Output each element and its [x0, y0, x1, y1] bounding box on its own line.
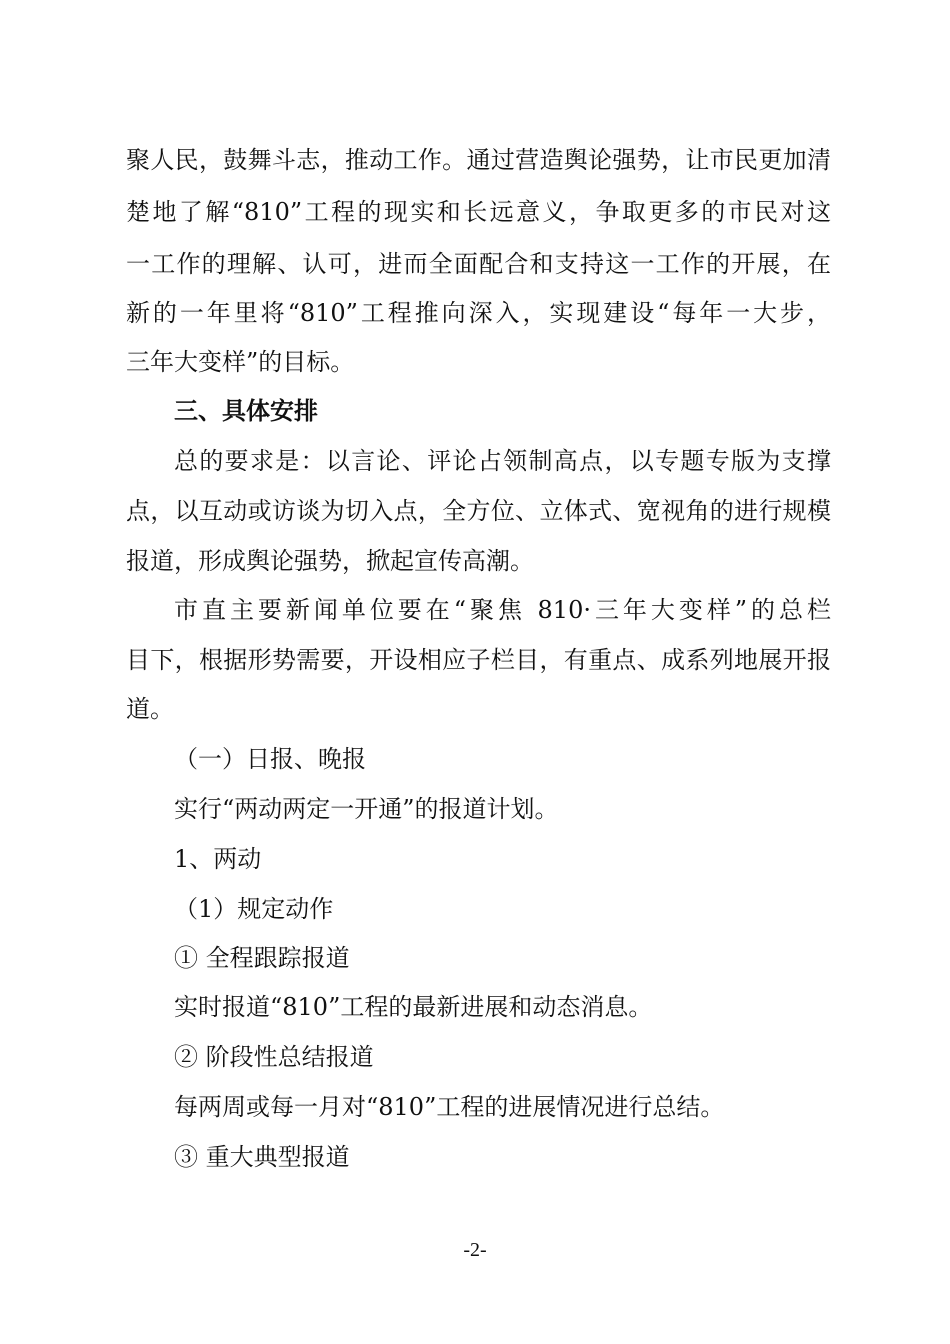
paragraph-line: 报道，形成舆论强势，掀起宣传高潮。 — [126, 547, 534, 575]
list-item-heading: ① 全程跟踪报道 — [174, 944, 350, 972]
paragraph-line: 目下，根据形势需要，开设相应子栏目，有重点、成系列地展开报 — [126, 646, 831, 674]
paragraph-line: 实行“两动两定一开通”的报道计划。 — [174, 795, 559, 823]
paragraph-line: 楚地了解“810”工程的现实和长远意义，争取更多的市民对这 — [126, 198, 831, 226]
paragraph-line: 市直主要新闻单位要在“聚焦 810·三年大变样”的总栏 — [174, 596, 831, 624]
paragraph-line: 新的一年里将“810”工程推向深入，实现建设“每年一大步， — [126, 299, 831, 327]
paragraph-line: 总的要求是：以言论、评论占领制高点，以专题专版为支撑 — [174, 447, 831, 475]
subsection-heading: （一）日报、晚报 — [174, 745, 366, 773]
section-heading: 三、具体安排 — [174, 397, 318, 425]
list-item-heading: ② 阶段性总结报道 — [174, 1043, 374, 1071]
paragraph-line: 点，以互动或访谈为切入点，全方位、立体式、宽视角的进行规模 — [126, 497, 831, 525]
paragraph-line: 一工作的理解、认可，进而全面配合和支持这一工作的开展，在 — [126, 250, 831, 278]
subsection-heading: 1、两动 — [174, 845, 262, 873]
paragraph-line: 三年大变样”的目标。 — [126, 348, 355, 376]
subsection-heading: （1）规定动作 — [174, 895, 334, 923]
list-item-heading: ③ 重大典型报道 — [174, 1143, 350, 1171]
paragraph-line: 聚人民，鼓舞斗志，推动工作。通过营造舆论强势，让市民更加清 — [126, 146, 831, 174]
paragraph-line: 道。 — [126, 695, 174, 723]
paragraph-line: 实时报道“810”工程的最新进展和动态消息。 — [174, 993, 653, 1021]
page-number: -2- — [463, 1239, 487, 1261]
paragraph-line: 每两周或每一月对“810”工程的进展情况进行总结。 — [174, 1093, 725, 1121]
